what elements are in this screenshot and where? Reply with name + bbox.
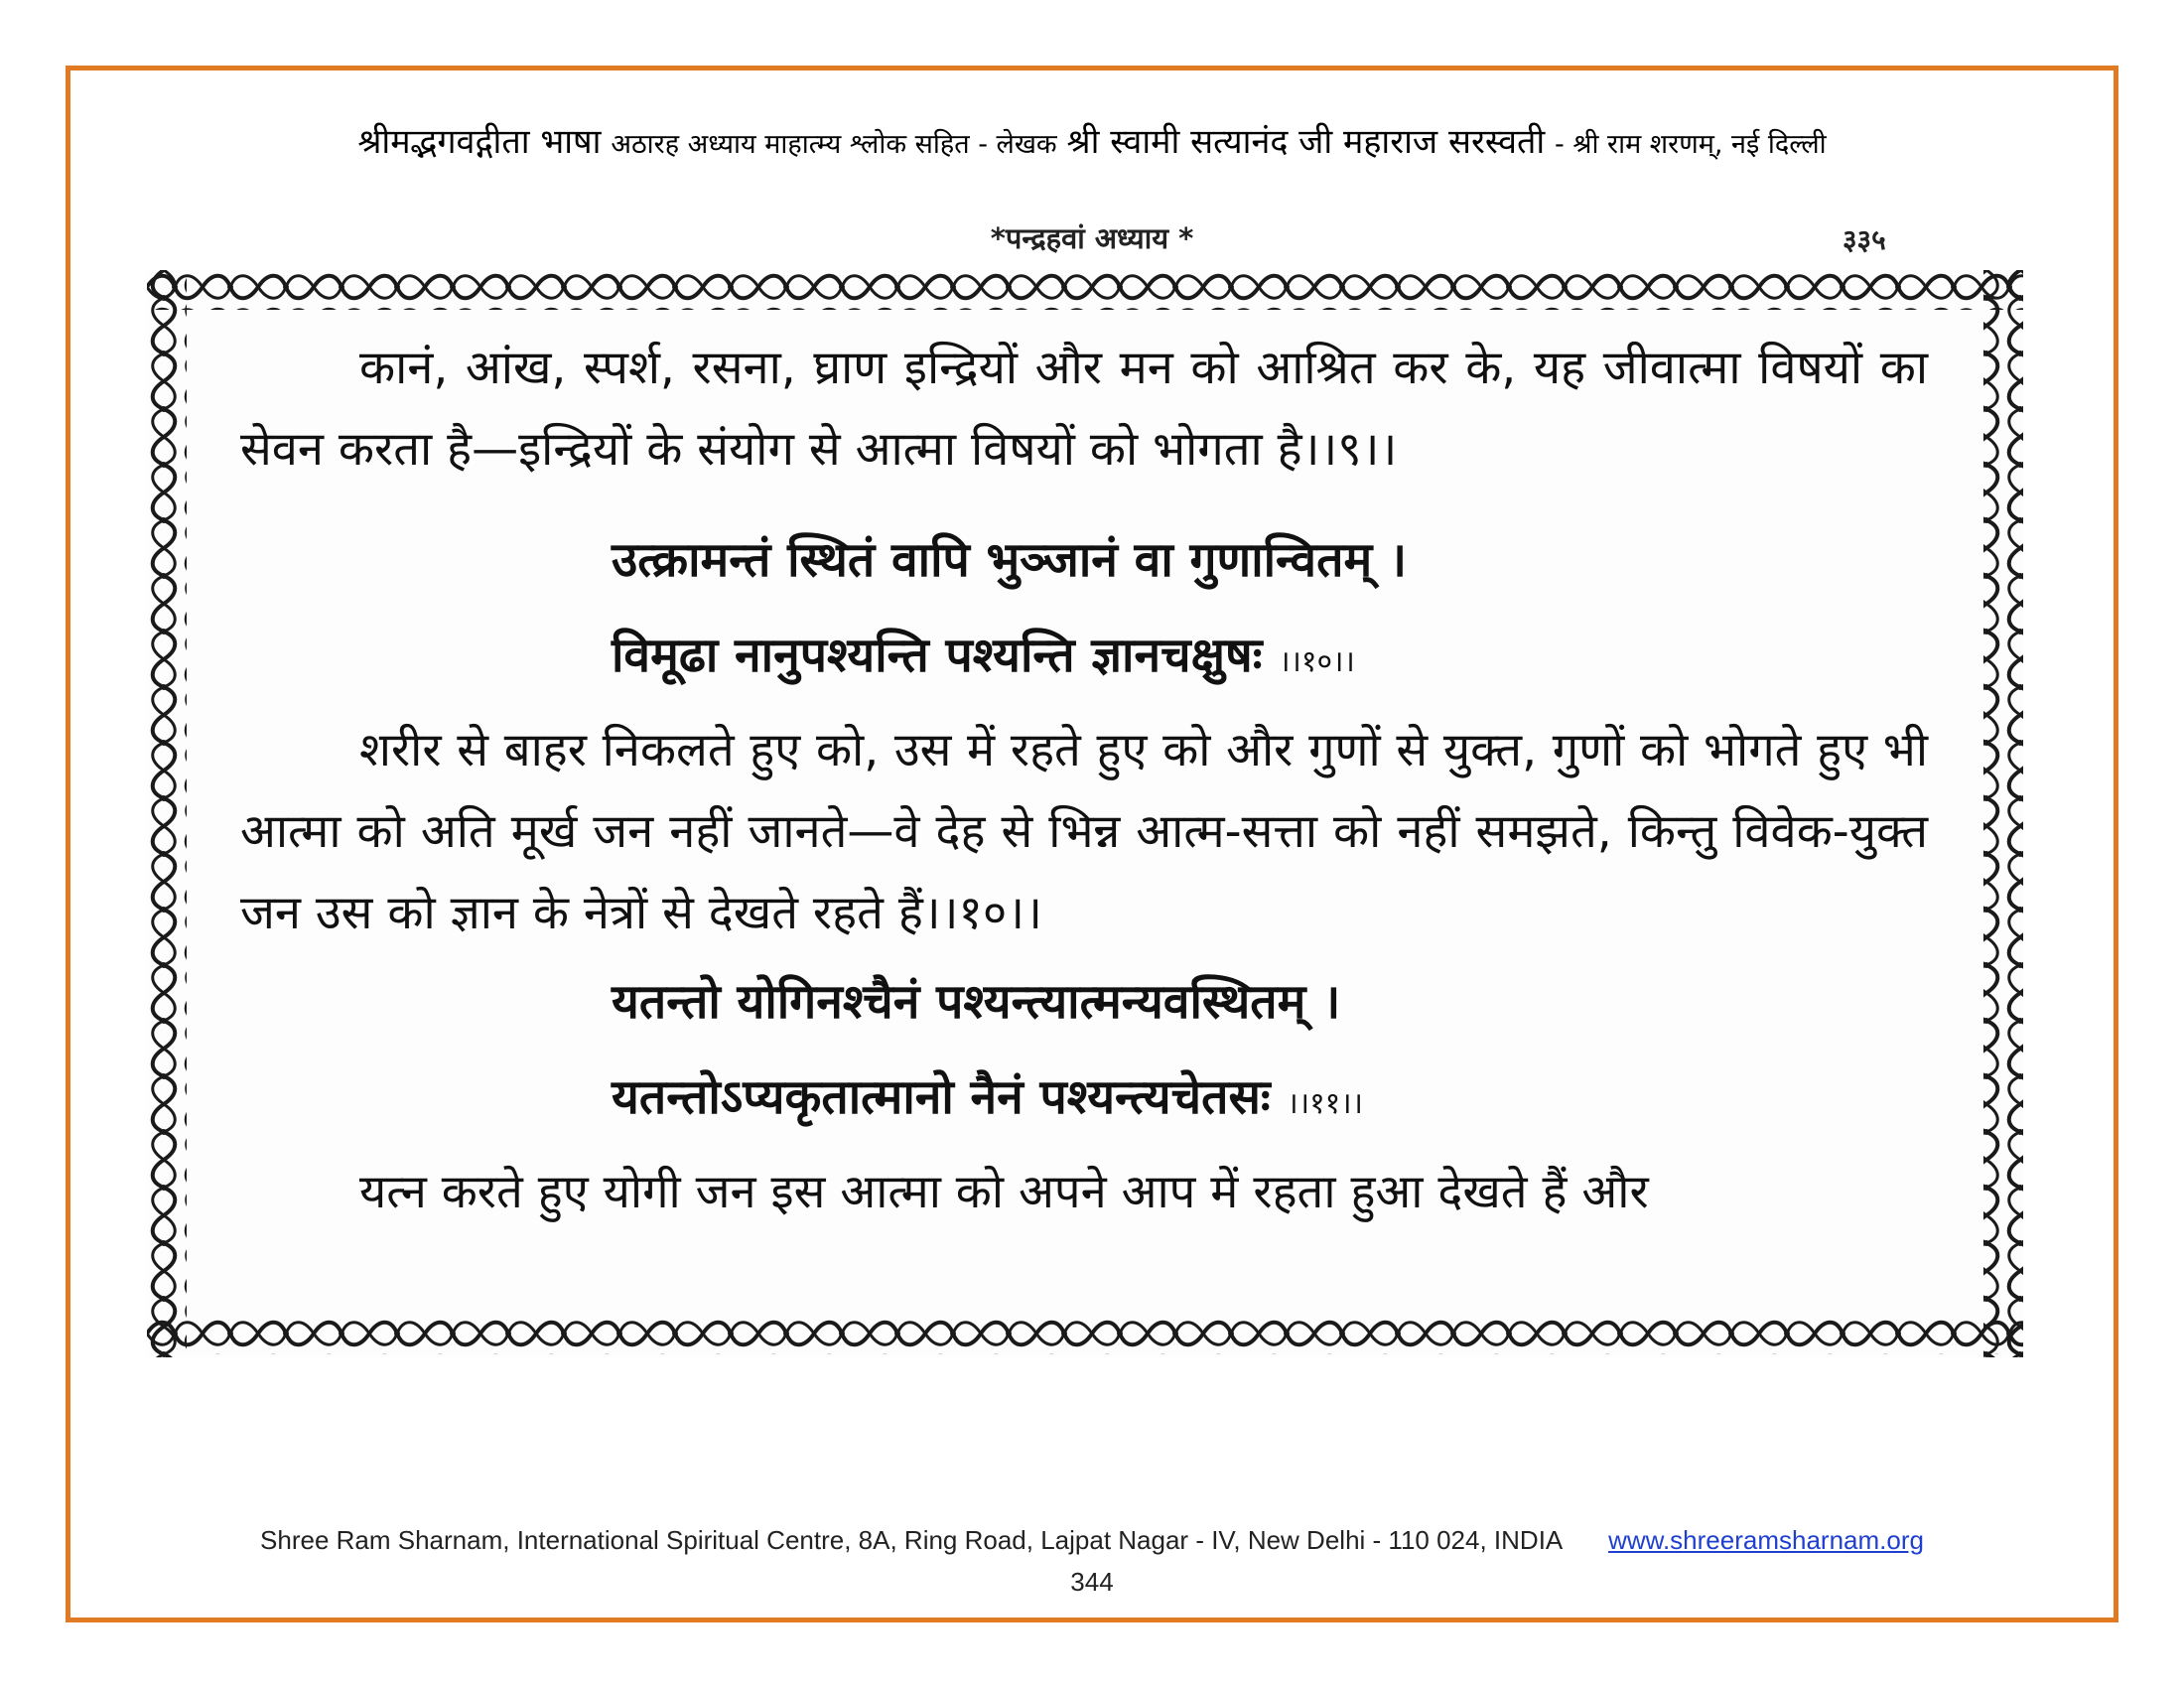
verse-11-text: यतन्तोऽप्यकृतात्मानो नैनं पश्यन्त्यचेतसः: [612, 1069, 1271, 1125]
verse-11-line-1: यतन्तो योगिनश्चैनं पश्यन्त्यात्मन्यवस्थितम् ।: [612, 974, 1341, 1030]
verse-11-line-2: [240, 1050, 1928, 1152]
scan-text: [240, 328, 1928, 1233]
verse-10-text: विमूढा नानुपश्यन्ति पश्यन्ति ज्ञानचक्षुषः: [612, 628, 1263, 683]
chapter-heading: *पन्द्रहवां अध्याय *: [990, 221, 1194, 255]
paragraph-verse-11-translation: यत्न करते हुए योगी जन इस आत्मा को अपने आप में रहता हुआ देखते हैं और: [359, 1165, 1649, 1219]
scanned-page: [147, 270, 2023, 1357]
website-link[interactable]: www.shreeramsharnam.org: [1608, 1525, 1924, 1555]
header-author: श्री स्वामी सत्यानंद जी महाराज सरस्वती: [1066, 122, 1546, 162]
page-number: 344: [1070, 1567, 1114, 1597]
verse-10-number: ।।१०।।: [1279, 644, 1355, 679]
paragraph-verse-10-translation: शरीर से बाहर निकलते हुए को, उस में रहते हुए को और गुणों से युक्त, गुणों को भोगते हुए भी आत्मा को अति मूर्ख जन नहीं जानते—वे देह से भिन्न आत्म-सत्ता को नहीं समझते, किन्तु विवेक-युक्त जन उस को ज्ञान के नेत्रों से देखते रहते हैं।।१०।।: [240, 723, 1928, 940]
paragraph-verse-9-translation: कानं, आंख, स्पर्श, रसना, घ्राण इन्द्रियों और मन को आश्रित कर के, यह जीवात्मा विषयों का सेवन करता है—इन्द्रियों के संयोग से आत्मा विषयों को भोगता है।।९।।: [240, 341, 1928, 477]
footer-address: Shree Ram Sharnam, International Spiritual Centre, 8A, Ring Road, Lajpat Nagar - IV, New Delhi - 110 024, INDIA: [260, 1525, 1562, 1555]
verse-10-line-2: [240, 608, 1928, 710]
page-header: [0, 117, 2184, 163]
verse-11-number: ।।११।।: [1287, 1086, 1364, 1121]
header-subtitle: अठारह अध्याय माहात्म्य श्लोक सहित - लेखक: [611, 129, 1057, 160]
original-page-number: ३३५: [1843, 223, 1886, 256]
page-footer: [0, 1525, 2184, 1556]
header-publisher: - श्री राम शरणम्, नई दिल्ली: [1555, 129, 1827, 160]
verse-10-line-1: उत्क्रामन्तं स्थितं वापि भुञ्जानं वा गुणान्वितम् ।: [612, 532, 1408, 588]
header-title: श्रीमद्भगवद्गीता भाषा: [357, 122, 602, 162]
